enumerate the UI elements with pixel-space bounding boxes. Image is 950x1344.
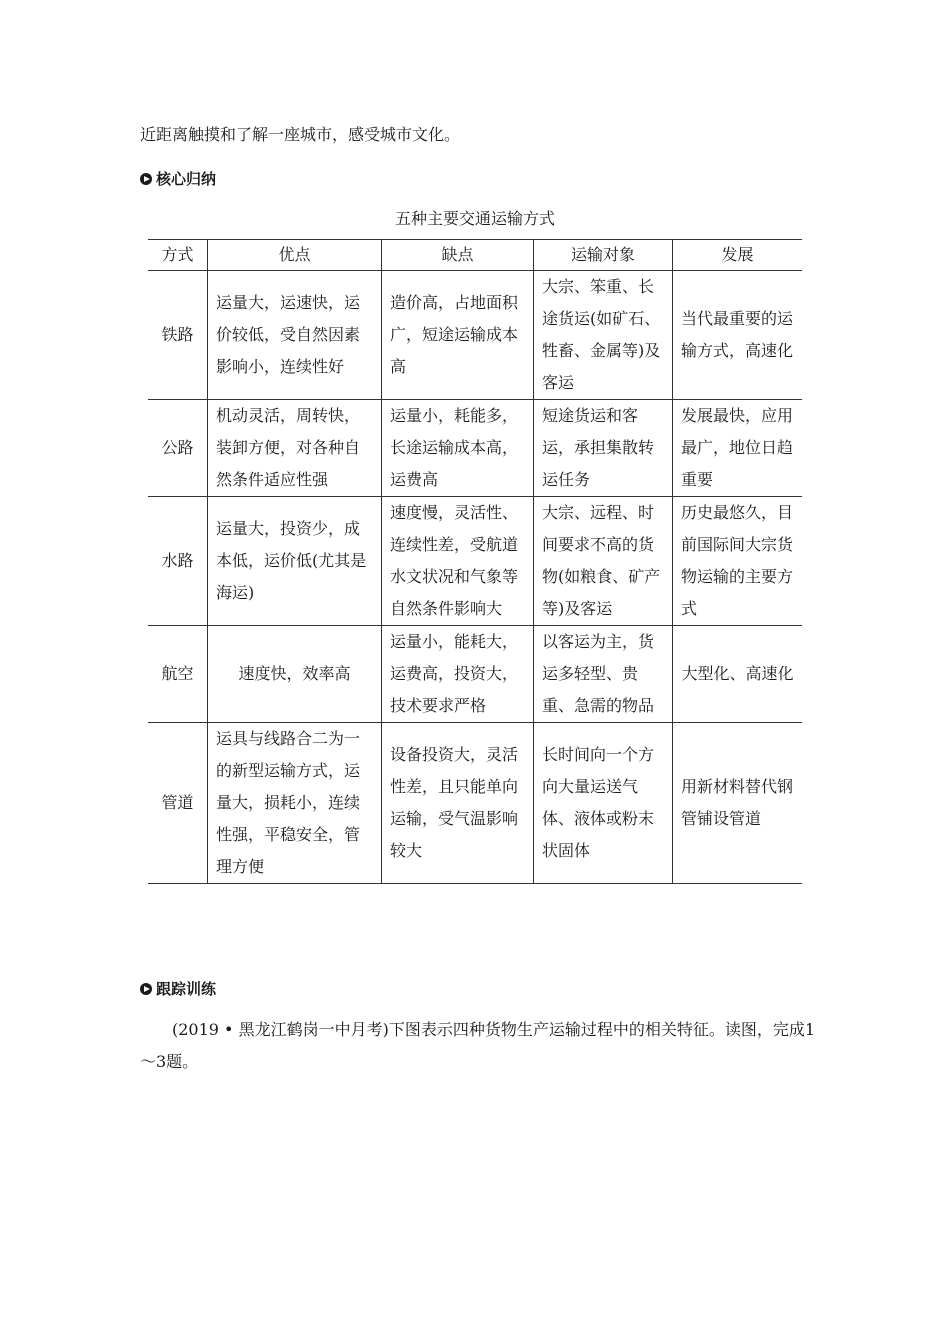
- header-advantages: 优点: [208, 240, 382, 271]
- table-row: [148, 626, 802, 723]
- cell-disadvantages: 设备投资大，灵活性差，且只能单向运输，受气温影响较大: [382, 723, 534, 884]
- question-text: (2019 • 黑龙江鹤岗一中月考)下图表示四种货物生产运输过程中的相关特征。读图，完成1～3题。: [140, 1020, 815, 1071]
- section-heading-label: 核心归纳: [156, 170, 217, 188]
- cell-method: 水路: [148, 497, 208, 626]
- table-header-row: [148, 240, 802, 271]
- cell-objects: 以客运为主，货运多轻型、贵重、急需的物品: [534, 626, 673, 723]
- cell-method: 航空: [148, 626, 208, 723]
- cell-advantages: 速度快，效率高: [208, 626, 382, 723]
- table-caption: 五种主要交通运输方式: [394, 209, 555, 228]
- cell-method: 公路: [148, 400, 208, 497]
- cell-development: 用新材料替代钢管铺设管道: [673, 723, 803, 884]
- header-objects: 运输对象: [534, 240, 673, 271]
- cell-objects: 短途货运和客运，承担集散转运任务: [534, 400, 673, 497]
- play-circle-icon: [140, 983, 152, 995]
- cell-objects: 大宗、远程、时间要求不高的货物(如粮食、矿产等)及客运: [534, 497, 673, 626]
- header-disadvantages: 缺点: [382, 240, 534, 271]
- table-row: [148, 271, 802, 400]
- cell-advantages: 运量大，投资少，成本低，运价低(尤其是海运): [208, 497, 382, 626]
- table-row: [148, 400, 802, 497]
- cell-method: 铁路: [148, 271, 208, 400]
- section-heading-summary: [140, 169, 216, 189]
- cell-disadvantages: 速度慢，灵活性、连续性差，受航道水文状况和气象等自然条件影响大: [382, 497, 534, 626]
- play-circle-icon: [140, 173, 152, 185]
- transport-table: [148, 239, 802, 884]
- cell-development: 历史最悠久，目前国际间大宗货物运输的主要方式: [673, 497, 803, 626]
- cell-disadvantages: 运量小，耗能多，长途运输成本高，运费高: [382, 400, 534, 497]
- table-row: [148, 723, 802, 884]
- section-heading-practice: [140, 979, 216, 999]
- header-development: 发展: [673, 240, 803, 271]
- cell-method: 管道: [148, 723, 208, 884]
- cell-advantages: 运量大，运速快，运价较低，受自然因素影响小，连续性好: [208, 271, 382, 400]
- table-row: [148, 497, 802, 626]
- section-heading-label: 跟踪训练: [156, 980, 217, 998]
- cell-objects: 大宗、笨重、长途货运(如矿石、牲畜、金属等)及客运: [534, 271, 673, 400]
- cell-advantages: 机动灵活，周转快，装卸方便，对各种自然条件适应性强: [208, 400, 382, 497]
- header-method: 方式: [148, 240, 208, 271]
- cell-disadvantages: 造价高，占地面积广，短途运输成本高: [382, 271, 534, 400]
- cell-development: 当代最重要的运输方式，高速化: [673, 271, 803, 400]
- cell-disadvantages: 运量小，能耗大，运费高，投资大，技术要求严格: [382, 626, 534, 723]
- cell-objects: 长时间向一个方向大量运送气体、液体或粉末状固体: [534, 723, 673, 884]
- cell-development: 发展最快，应用最广，地位日趋重要: [673, 400, 803, 497]
- intro-text: 近距离触摸和了解一座城市，感受城市文化。: [140, 125, 461, 144]
- cell-advantages: 运具与线路合二为一的新型运输方式，运量大，损耗小，连续性强，平稳安全，管理方便: [208, 723, 382, 884]
- cell-development: 大型化、高速化: [673, 626, 803, 723]
